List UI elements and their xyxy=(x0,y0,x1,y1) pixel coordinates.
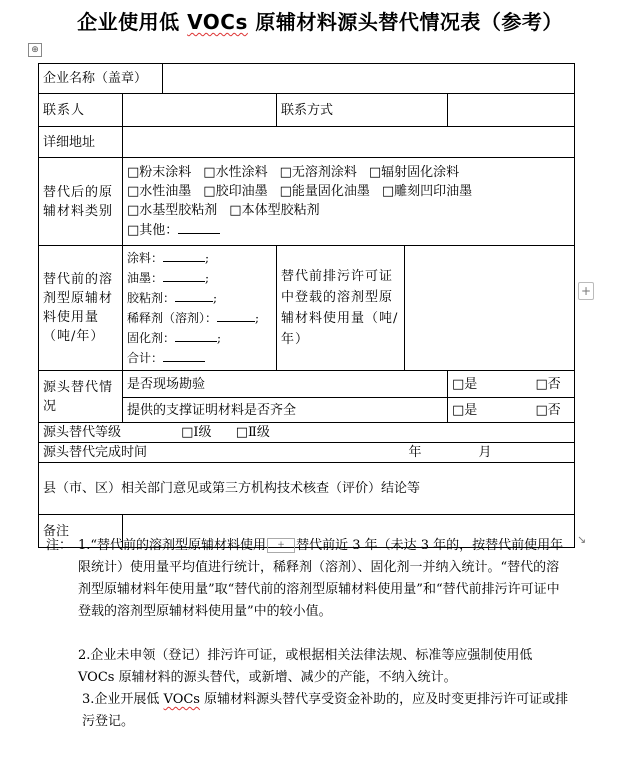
year-label: 年 xyxy=(408,445,422,460)
dept-opinion[interactable]: 县（市、区）相关部门意见或第三方机构技术核查（评价）结论等 xyxy=(39,463,575,515)
before-item: 油墨： xyxy=(127,271,164,285)
address-label: 详细地址 xyxy=(39,127,123,158)
evidence-question: 提供的支撑证明材料是否齐全 xyxy=(123,398,448,423)
grade-label: 源头替代等级 xyxy=(43,425,122,440)
option-checkbox[interactable]: □水基型胶粘剂 xyxy=(127,203,218,218)
option-checkbox[interactable]: □无溶剂涂料 xyxy=(279,165,357,180)
option-checkbox[interactable]: □本体型胶粘剂 xyxy=(229,203,320,218)
source-label: 源头替代情况 xyxy=(39,371,123,423)
note-2: 2.企业未申领（登记）排污许可证，或根据相关法律法规、标准等应强制使用低 VOCs 原辅材料的源头替代，或新增、减少的产能，不纳入统计。 xyxy=(78,648,533,685)
option-checkbox[interactable]: □水性油墨 xyxy=(127,184,192,199)
after-material-label: 替代后的原辅材料类别 xyxy=(39,158,123,246)
remark-label: 备注 xyxy=(39,515,123,548)
before-item: 稀释剂（溶剂）： xyxy=(127,311,218,325)
option-checkbox[interactable]: □水性涂料 xyxy=(203,165,268,180)
permit-usage-label: 替代前排污许可证中登载的溶剂型原辅材料使用量（吨/年） xyxy=(277,246,405,371)
table-resize-icon[interactable]: ↘ xyxy=(577,533,587,546)
month-label: 月 xyxy=(478,445,492,460)
option-checkbox[interactable]: □辐射固化涂料 xyxy=(368,165,460,180)
before-blank[interactable] xyxy=(163,268,205,282)
address-field[interactable] xyxy=(123,127,575,158)
before-item: 涂料： xyxy=(127,251,164,265)
grade-2-checkbox[interactable]: □Ⅱ级 xyxy=(235,425,270,440)
evidence-yes-checkbox[interactable]: □是 xyxy=(448,398,532,423)
page-title: 企业使用低 VOCs 原辅材料源头替代情况表（参考） xyxy=(77,10,563,34)
onsite-yes-checkbox[interactable]: □是 xyxy=(448,371,532,398)
after-material-options xyxy=(123,158,575,246)
grade-1-checkbox[interactable]: □Ⅰ级 xyxy=(181,425,212,440)
evidence-no-checkbox[interactable]: □否 xyxy=(532,398,575,423)
before-item: 固化剂： xyxy=(127,331,176,345)
option-checkbox[interactable]: □胶印油墨 xyxy=(203,184,268,199)
onsite-question: 是否现场勘验 xyxy=(123,371,448,398)
other-blank[interactable] xyxy=(178,220,220,234)
before-item: 胶粘剂： xyxy=(127,291,176,305)
note-3: 3.企业开展低 VOCs 原辅材料源头替代享受资金补助的，应及时变更排污许可证或排污登记。 xyxy=(82,692,569,729)
note-1: 1.“替代前的溶剂型原辅材料使用 + 替代前近 3 年（未达 3 年的，按替代前使用年限统计）使用量平均值进行统计，稀释剂（溶剂）、固化剂一并纳入统计。“替代的溶剂型原辅材料年使用量”取“替代前的溶剂型原辅材料使用量”和“替代前排污许可证中登载的溶剂型原辅材料使用量”中的较小值。 xyxy=(78,538,564,619)
contact-method-field[interactable] xyxy=(448,94,575,127)
before-blank[interactable] xyxy=(163,248,205,262)
before-blank[interactable] xyxy=(175,288,213,302)
contact-label: 联系人 xyxy=(39,94,123,127)
option-checkbox[interactable]: □能量固化油墨 xyxy=(279,184,370,199)
onsite-no-checkbox[interactable]: □否 xyxy=(532,371,575,398)
permit-usage-field[interactable] xyxy=(405,246,575,371)
before-blank[interactable] xyxy=(163,348,205,362)
finish-time-label: 源头替代完成时间 xyxy=(39,443,405,463)
add-column-icon[interactable]: + xyxy=(578,282,594,300)
contact-field[interactable] xyxy=(123,94,277,127)
before-blank[interactable] xyxy=(175,328,217,342)
before-item: 合计： xyxy=(127,351,164,365)
add-row-icon[interactable]: + xyxy=(267,538,295,553)
grade-row xyxy=(39,423,575,443)
notes-heading: 注： xyxy=(46,538,73,553)
before-usage-label: 替代前的溶剂型原辅材料使用量（吨/年） xyxy=(39,246,123,371)
table-move-handle-icon[interactable]: ⊕ xyxy=(28,43,42,57)
company-name-field[interactable] xyxy=(163,64,575,94)
option-checkbox[interactable]: □雕刻凹印油墨 xyxy=(381,184,473,199)
form-table xyxy=(38,63,575,548)
company-name-label: 企业名称（盖章） xyxy=(39,64,163,94)
before-usage-items: 涂料： ; 油墨： ; 胶粘剂： ; 稀释剂（溶剂）： ; 固化剂： ; 合计： xyxy=(123,246,277,371)
before-blank[interactable] xyxy=(217,308,255,322)
option-other[interactable]: □其他： xyxy=(127,223,179,238)
option-checkbox[interactable]: □粉末涂料 xyxy=(127,165,192,180)
contact-method-label: 联系方式 xyxy=(277,94,448,127)
finish-time-field[interactable] xyxy=(405,443,575,463)
